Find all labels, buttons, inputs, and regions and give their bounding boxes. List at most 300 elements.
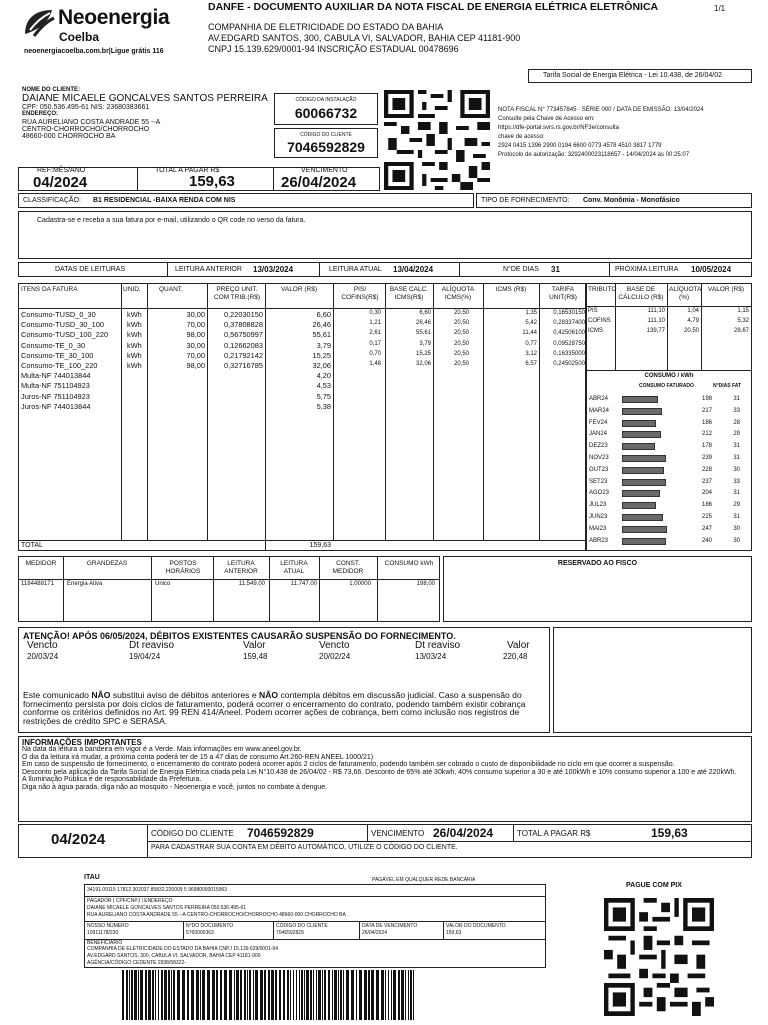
barcode-bar xyxy=(408,970,409,1020)
table-cell: 20,50 xyxy=(453,330,469,337)
consumo-kwh: 239 xyxy=(701,455,712,461)
pagador-line-1: DAIANE MICAELE GONCALVES SANTOS PERREIRA 050.536.495-61 xyxy=(87,905,247,911)
brand-logo xyxy=(22,6,172,42)
barcode-bar xyxy=(338,970,339,1020)
consumo-row xyxy=(588,536,748,547)
tributo-cell: 1,15 xyxy=(737,308,749,314)
nfe-protocol: Protocolo de autorização: 3292400023118657 - 14/04/2024 às 00:25:07 xyxy=(498,152,690,158)
benef-line-3: AGÊNCIA/CÓDIGO CEDENTE 2938/58322- xyxy=(87,960,186,966)
table-row xyxy=(19,402,585,411)
stub-due-value: 26/04/2024 xyxy=(433,826,494,840)
due-label: VENCIMENTO xyxy=(301,167,348,174)
client-block xyxy=(22,87,272,140)
fisco-label: RESERVADO AO FISCO xyxy=(557,560,638,567)
attention-paragraph xyxy=(23,691,553,725)
consumo-kwh: 247 xyxy=(701,525,712,532)
meter-curr: 11.747,00 xyxy=(290,581,317,587)
barcode-bar xyxy=(310,970,312,1020)
barcode-bar xyxy=(340,970,342,1020)
table-cell: 55,61 xyxy=(415,330,431,337)
table-cell: 0,17 xyxy=(369,340,381,347)
stub-due-label: VENCIMENTO xyxy=(371,829,425,838)
barcode-bar xyxy=(202,970,205,1020)
barcode-bar xyxy=(249,970,251,1020)
att-p1b: NÃO xyxy=(91,690,111,700)
table-cell: 2,61 xyxy=(369,330,381,337)
consumo-days: 30 xyxy=(733,466,740,473)
ndoc-label: N°DO DOCUMENTO xyxy=(186,923,234,929)
meter-quantity: Energia Ativa xyxy=(67,581,103,587)
stub-ref: 04/2024 xyxy=(51,831,106,848)
table-cell: 1,21 xyxy=(369,320,381,327)
barcode-bar xyxy=(264,970,266,1020)
consumo-row xyxy=(588,441,748,452)
info-line: Em caso de suspensão de fornecimento, o encerramento do contrato poderá ocorrer após 2 ciclos de faturamento, podendo também ser cobrado o custo de disponibilidade no ciclo em que ocorrer a suspensão. xyxy=(22,761,675,769)
info-line: A Iluminação Pública é de responsabilidade da Prefeitura. xyxy=(22,776,202,784)
items-body xyxy=(19,310,585,540)
brand-sub: Coelba xyxy=(59,30,100,44)
barcode-bar xyxy=(381,970,384,1020)
table-cell: 1,35 xyxy=(525,310,537,316)
table-cell: 0,42506100 xyxy=(553,330,585,337)
att-h4: Vencto xyxy=(319,640,350,651)
barcode-bar xyxy=(318,970,321,1020)
items-table xyxy=(18,283,586,551)
table-cell: 5,38 xyxy=(316,401,331,411)
barcode-bar xyxy=(332,970,333,1020)
consumo-col1: CONSUMO FATURADO xyxy=(639,383,694,389)
barcode-bar xyxy=(290,970,291,1020)
consumo-month: NOV23 xyxy=(589,455,609,461)
consumo-row xyxy=(588,406,748,417)
barcode-bar xyxy=(173,970,175,1020)
table-cell: 4,20 xyxy=(316,371,331,381)
readings-label: DATAS DE LEITURAS xyxy=(55,266,126,273)
stub-total-label: TOTAL A PAGAR R$ xyxy=(517,829,591,838)
boleto-box xyxy=(84,884,546,968)
barcode-bar xyxy=(275,970,277,1020)
table-cell: 55,61 xyxy=(312,330,331,340)
prev-reading-label: LEITURA ANTERIOR xyxy=(175,266,242,273)
barcode-bar xyxy=(140,970,143,1020)
barcode-bar xyxy=(260,970,263,1020)
nosso-label: NOSSO NÚMERO xyxy=(87,923,129,929)
tributo-cell: ICMS xyxy=(588,328,603,334)
meter-const: 1,00000 xyxy=(349,581,371,587)
tributo-cell: 1,04 xyxy=(687,308,699,314)
barcode-bar xyxy=(134,970,137,1020)
table-row xyxy=(19,371,585,380)
address-label: ENDEREÇO: xyxy=(22,111,59,117)
consumo-days: 29 xyxy=(733,502,740,509)
table-cell: 0,28337400 xyxy=(553,320,585,327)
consumo-kwh: 204 xyxy=(701,490,712,497)
consumo-days: 30 xyxy=(733,537,740,544)
barcode-bar xyxy=(253,970,254,1020)
barcode-bar xyxy=(212,970,215,1020)
table-cell: 15,25 xyxy=(312,350,331,360)
barcode-bar xyxy=(171,970,172,1020)
barcode-bar xyxy=(168,970,170,1020)
barcode-bar xyxy=(313,970,314,1020)
consumo-month: ABR23 xyxy=(589,537,609,544)
barcode-bar xyxy=(158,970,159,1020)
barcode-bar xyxy=(138,970,139,1020)
table-cell: 0,21792142 xyxy=(223,350,263,360)
barcode-bar xyxy=(371,970,374,1020)
neoenergia-leaf-icon xyxy=(22,8,56,38)
tributo-cell: 5,32 xyxy=(737,318,749,324)
att-p3: contempla débitos em discussão judicial. Caso a suspensão do fornecimento persista por dois ciclos de faturamento, poderá ocorrer o encerramento do contrato, podendo também existir cobrança conforme os critérios definidos no Art. 99 REN 414/Aneel. Podem ocorrer ações de cobrança, bem como inclusão nos registros de restrições de crédito SPC e SERASA. xyxy=(23,690,526,726)
meter-header: CONST. MEDIDOR xyxy=(332,560,364,575)
table-cell: kWh xyxy=(127,350,142,360)
attention-side-box xyxy=(553,627,752,733)
consumo-kwh: 217 xyxy=(701,407,712,414)
barcode-bar xyxy=(229,970,232,1020)
table-cell: 3,79 xyxy=(316,340,331,350)
consumo-row xyxy=(588,465,748,476)
barcode-bar xyxy=(301,970,303,1020)
doc-title: DANFE - DOCUMENTO AUXILIAR DA NOTA FISCAL DE ENERGIA ELÉTRICA ELETRÔNICA xyxy=(208,1,659,13)
classification-value: B1 RESIDENCIAL -BAIXA RENDA COM NIS xyxy=(93,197,236,204)
ref-value: 04/2024 xyxy=(33,174,88,191)
total-label: TOTAL A PAGAR R$ xyxy=(155,167,220,174)
nfe-line-4: chave de acesso: xyxy=(498,134,545,140)
consumo-bar xyxy=(622,420,656,427)
table-cell: 20,50 xyxy=(453,340,469,347)
tributo-cell: 20,50 xyxy=(683,328,699,334)
page-number: 1/1 xyxy=(714,4,726,13)
att-p2: substitui aviso de débitos anteriores e xyxy=(112,690,257,700)
barcode-bar xyxy=(359,970,362,1020)
pagador-line-2: RUA AURELIANO COSTA ANDRADE 55 --A CENTRO-CHORROCHO/CHORROCHO 48660-000 CHORROCHO BA xyxy=(87,912,346,918)
consumo-bar xyxy=(622,479,666,486)
att-v4: 20/02/24 xyxy=(319,652,351,661)
table-cell: 20,50 xyxy=(453,310,469,316)
att-h2: Dt reaviso xyxy=(129,640,175,651)
table-row xyxy=(19,310,585,319)
consumo-kwh: 212 xyxy=(701,431,712,438)
ref-label: REF:MÊS/ANO xyxy=(37,167,86,174)
table-cell: 0,70 xyxy=(369,350,381,357)
due-value: 26/04/2024 xyxy=(281,174,357,191)
barcode-bar xyxy=(398,970,400,1020)
qr-code-icon xyxy=(604,898,714,1016)
stub-box xyxy=(18,824,752,858)
meter-header: GRANDEZAS xyxy=(86,560,128,567)
info-line: Diga não à água parada, diga não ao mosquito - Neoenergia e você, juntos no combate à dengue. xyxy=(22,783,328,791)
table-cell: 26,46 xyxy=(415,320,431,327)
barcode-bar xyxy=(287,970,289,1020)
barcode-bar xyxy=(368,970,370,1020)
att-h6: Valor xyxy=(507,640,530,651)
table-cell: Consumo-TUSD_30_100 xyxy=(21,320,104,330)
consumo-month: MAR24 xyxy=(589,407,610,414)
pix-label: PAGUE COM PIX xyxy=(626,882,682,889)
table-cell: 6,60 xyxy=(316,310,331,319)
tributo-header: ALÍQUOTA (%) xyxy=(669,286,702,301)
boleto-code-label: CÓDIGO DO CLIENTE xyxy=(276,923,328,929)
barcode-bar xyxy=(296,970,297,1020)
tributo-cell: 111,10 xyxy=(647,308,665,314)
consumo-row xyxy=(588,429,748,440)
barcode-bar xyxy=(122,970,124,1020)
consumo-month: SET23 xyxy=(589,478,608,485)
meter-table xyxy=(18,556,440,622)
barcode-bar xyxy=(385,970,386,1020)
barcode-icon xyxy=(120,970,420,1020)
stub-code-label: CÓDIGO DO CLIENTE xyxy=(151,829,234,838)
table-cell: 0,77 xyxy=(525,340,537,347)
consumo-days: 33 xyxy=(733,478,740,485)
client-code-label: CÓDIGO DO CLIENTE xyxy=(300,132,352,138)
att-h3: Valor xyxy=(243,640,266,651)
consumo-kwh: 228 xyxy=(701,466,712,473)
benef-line-2: AV.EDGARD SANTOS, 300, CABULA VI, SALVADOR, BAHIA CEP 41181-900 xyxy=(87,953,261,959)
client-label: NOME DO CLIENTE: xyxy=(22,87,80,93)
table-cell: 0,30 xyxy=(369,310,381,316)
barcode-bar xyxy=(271,970,274,1020)
consumo-kwh: 186 xyxy=(701,502,712,509)
attention-box xyxy=(18,627,550,733)
col-header: ICMS (R$) xyxy=(495,286,527,293)
pix-qr-code[interactable] xyxy=(604,898,714,1016)
table-cell: 11,44 xyxy=(522,330,537,337)
consumo-days: 31 xyxy=(733,443,740,450)
boleto-due-value: 26/04/2024 xyxy=(362,930,388,936)
summary-box xyxy=(18,167,380,191)
consumo-title: CONSUMO / kWh xyxy=(644,373,694,379)
att-p1: Este comunicado xyxy=(23,690,89,700)
tributo-header: VALOR (R$) xyxy=(708,286,744,293)
table-cell: 0,12662083 xyxy=(223,340,263,350)
table-cell: Multa-NF 751104923 xyxy=(21,381,90,391)
barcode-bar xyxy=(334,970,337,1020)
barcode-bar xyxy=(247,970,248,1020)
tributo-header: BASE DE CÁLCULO (R$) xyxy=(618,286,664,301)
boleto-due-label: DATA DE VENCIMENTO xyxy=(362,923,418,929)
table-cell: 0,56750997 xyxy=(223,330,263,340)
table-cell: 6,57 xyxy=(525,361,537,367)
barcode-bar xyxy=(126,970,128,1020)
brand-name: Neoenergia xyxy=(58,6,170,29)
barcode-bar xyxy=(304,970,305,1020)
consumo-days: 31 xyxy=(733,396,740,402)
consumo-days: 30 xyxy=(733,525,740,532)
consumo-month: JUN23 xyxy=(589,514,608,520)
tributo-cell: 111,10 xyxy=(647,318,665,324)
consumo-row xyxy=(588,453,748,464)
boleto-value-value: 159,63 xyxy=(446,930,462,936)
table-cell: kWh xyxy=(127,310,142,319)
digitable-line[interactable]: 34191.09115 17812.302037 85832.220009 5 96980000015963 xyxy=(87,887,228,893)
barcode-bar xyxy=(196,970,199,1020)
prev-reading-value: 13/03/2024 xyxy=(253,265,294,274)
table-row xyxy=(19,320,585,329)
consumo-row xyxy=(588,524,748,535)
barcode-bar xyxy=(391,970,392,1020)
barcode-bar xyxy=(388,970,389,1020)
boleto-value-label: VALOR DO DOCUMENTO xyxy=(446,923,506,929)
table-cell: Consumo-TE_100_220 xyxy=(21,361,98,370)
table-cell: Juros-NF 751104923 xyxy=(21,391,90,401)
barcode-bar xyxy=(207,970,210,1020)
table-cell: 30,00 xyxy=(186,310,205,319)
ndoc-value: 5760000363 xyxy=(186,930,214,936)
consumo-kwh: 198 xyxy=(701,396,712,402)
col-header: QUANT. xyxy=(159,286,183,293)
company-cnpj: CNPJ 15.139.629/0001-94 INSCRIÇÃO ESTADUAL 00478696 xyxy=(208,44,459,54)
table-cell: 0,37808828 xyxy=(223,320,263,330)
pagador-label: PAGADOR | CPF/CNPJ | ENDEREÇO xyxy=(87,898,173,904)
consumo-month: OUT23 xyxy=(589,466,609,473)
tributo-cell: 4,79 xyxy=(687,318,699,324)
att-p2b: NÃO xyxy=(259,690,279,700)
client-address-1: RUA AURELIANO COSTA ANDRADE 55 --A xyxy=(22,119,161,126)
next-reading-label: PRÓXIMA LEITURA xyxy=(615,266,679,273)
barcode-bar xyxy=(216,970,218,1020)
table-row xyxy=(19,330,585,339)
notice-box xyxy=(18,211,752,259)
table-cell: 0,32716785 xyxy=(223,361,263,370)
col-header: PIS/ COFINS(R$) xyxy=(341,286,379,301)
table-cell: 4,53 xyxy=(316,381,331,391)
barcode-bar xyxy=(413,970,414,1020)
barcode-bar xyxy=(236,970,239,1020)
meter-header: MEDIDOR xyxy=(25,560,57,567)
benef-label: BENEFICIÁRIO xyxy=(87,940,123,946)
info-line: Na data da leitura a bandeira em vigor é a Verde. Mais informações em www.aneel.gov.br. xyxy=(22,746,302,753)
consumo-month: JAN24 xyxy=(589,431,608,438)
barcode-bar xyxy=(346,970,349,1020)
qr-code-icon xyxy=(384,90,490,190)
curr-reading-label: LEITURA ATUAL xyxy=(329,266,382,273)
company-address: AV.EDGARD SANTOS, 300, CABULA VI, SALVADOR, BAHIA CEP 41181-900 xyxy=(208,33,521,43)
table-row xyxy=(19,361,585,370)
barcode-bar xyxy=(343,970,344,1020)
barcode-bar xyxy=(240,970,242,1020)
fisco-box xyxy=(443,556,752,622)
table-cell: Multa-NF 744013844 xyxy=(21,371,91,381)
consumo-row xyxy=(588,394,748,405)
table-cell: 26,46 xyxy=(312,320,331,330)
barcode-bar xyxy=(191,970,194,1020)
col-header: ITENS DA FATURA xyxy=(21,286,78,293)
nfe-qr-code[interactable] xyxy=(384,90,490,190)
meter-post: Único xyxy=(155,581,171,587)
consumo-kwh: 237 xyxy=(701,478,712,485)
barcode-bar xyxy=(145,970,147,1020)
supply-box xyxy=(476,193,752,208)
table-cell: 3,79 xyxy=(419,340,431,347)
nfe-line-1: NOTA FISCAL N° 773457845 · SÉRIE 000 / DATA DE EMISSÃO: 13/04/2024 xyxy=(498,107,704,113)
consumo-bar xyxy=(622,502,656,509)
tarifa-social-box xyxy=(528,69,752,83)
table-cell: Consumo-TUSD_0_30 xyxy=(21,310,96,319)
meter-consumption: 198,00 xyxy=(416,581,435,587)
consumo-days: 33 xyxy=(733,407,740,414)
nfe-access-key: 2924 0415 1396 2900 0194 6600 0773 4578 4510 3817 1779 xyxy=(498,143,662,149)
consumo-month: FEV24 xyxy=(589,419,608,426)
table-cell: 20,50 xyxy=(453,350,469,357)
boleto-barcode xyxy=(120,970,420,1020)
tributo-cell: PIS xyxy=(588,308,598,314)
att-v3: 159,48 xyxy=(243,652,268,661)
info-lines xyxy=(22,746,750,792)
barcode-bar xyxy=(299,970,300,1020)
supply-value: Conv. Monômia - Monofásico xyxy=(583,197,680,204)
att-h1: Vencto xyxy=(27,640,58,651)
table-cell: kWh xyxy=(127,361,142,370)
table-cell: 15,25 xyxy=(415,350,431,357)
notice-text: Cadastra-se e receba a sua fatura por e-mail, utilizando o QR code no verso da fatura. xyxy=(37,217,306,224)
client-code-value: 7046592829 xyxy=(287,139,365,155)
barcode-bar xyxy=(187,970,189,1020)
table-cell: 0,16530150 xyxy=(553,310,585,316)
barcode-bar xyxy=(255,970,258,1020)
barcode-bar xyxy=(152,970,154,1020)
nfe-consult-link[interactable]: https://dfe-portal.svrs.rs.gov.br/NF3e/consulta xyxy=(498,125,619,131)
barcode-bar xyxy=(316,970,317,1020)
boleto-code-value: 7046592829 xyxy=(276,930,304,936)
info-line: Desconto pela aplicação da Tarifa Social de Energia Elétrica criada pela Lei N°10.438 de 26/04/02 - R$ 73,66. Desconto de 65% até 30kwh, 40% consumo superior a 30 e até 100kWh e 10% consumo superior a 100 e até 220kWh. xyxy=(22,768,737,776)
barcode-bar xyxy=(410,970,412,1020)
barcode-bar xyxy=(356,970,357,1020)
col-header: TARIFA UNIT(R$) xyxy=(549,286,577,301)
table-cell: 3,12 xyxy=(525,350,537,357)
consumo-col2: N°DIAS FAT xyxy=(713,383,742,389)
tributo-cell: 139,77 xyxy=(646,328,665,334)
meter-header: POSTOS HORÁRIOS xyxy=(165,560,201,575)
table-row xyxy=(19,381,585,390)
benef-line-1: COMPANHIA DE ELETRICIDADE DO ESTADO DA BAHIA CNPJ 15.139.629/0001-94 xyxy=(87,946,278,952)
consumo-kwh: 240 xyxy=(701,537,712,544)
consumo-bar xyxy=(622,396,658,403)
consumo-bar xyxy=(622,467,664,474)
table-cell: 30,00 xyxy=(186,340,205,350)
table-cell: 70,00 xyxy=(186,320,205,330)
barcode-bar xyxy=(364,970,367,1020)
barcode-bar xyxy=(220,970,222,1020)
meter-id: 1184488171 xyxy=(21,581,54,587)
barcode-bar xyxy=(279,970,281,1020)
barcode-bar xyxy=(324,970,326,1020)
table-cell: 0,09528750 xyxy=(553,340,585,347)
info-title: INFORMAÇÕES IMPORTANTES xyxy=(22,738,142,747)
consumo-bar xyxy=(622,538,666,545)
table-cell: 20,50 xyxy=(453,320,469,327)
company-name: COMPANHIA DE ELETRICIDADE DO ESTADO DA BAHIA xyxy=(208,22,444,32)
table-row xyxy=(19,392,585,401)
table-cell: Consumo-TE_0_30 xyxy=(21,340,86,350)
table-cell: Consumo-TUSD_100_220 xyxy=(21,330,109,340)
info-box xyxy=(18,736,752,822)
table-cell: 20,50 xyxy=(453,361,469,367)
barcode-bar xyxy=(268,970,270,1020)
table-cell: kWh xyxy=(127,320,142,330)
col-header: VALOR (R$) xyxy=(281,286,317,293)
table-row xyxy=(19,351,585,360)
table-row xyxy=(19,341,585,350)
consumo-kwh: 186 xyxy=(701,419,712,426)
nfe-line-2: Consulte pela Chave de Acesso em: xyxy=(498,116,595,122)
consumo-row xyxy=(588,488,748,499)
consumo-kwh: 178 xyxy=(701,443,712,450)
classification-box xyxy=(18,193,474,208)
table-cell: 5,42 xyxy=(525,320,537,327)
nfe-info xyxy=(498,107,758,158)
site-link[interactable]: neoenergiacoelba.com.br|Ligue grátis 116 xyxy=(24,48,164,55)
